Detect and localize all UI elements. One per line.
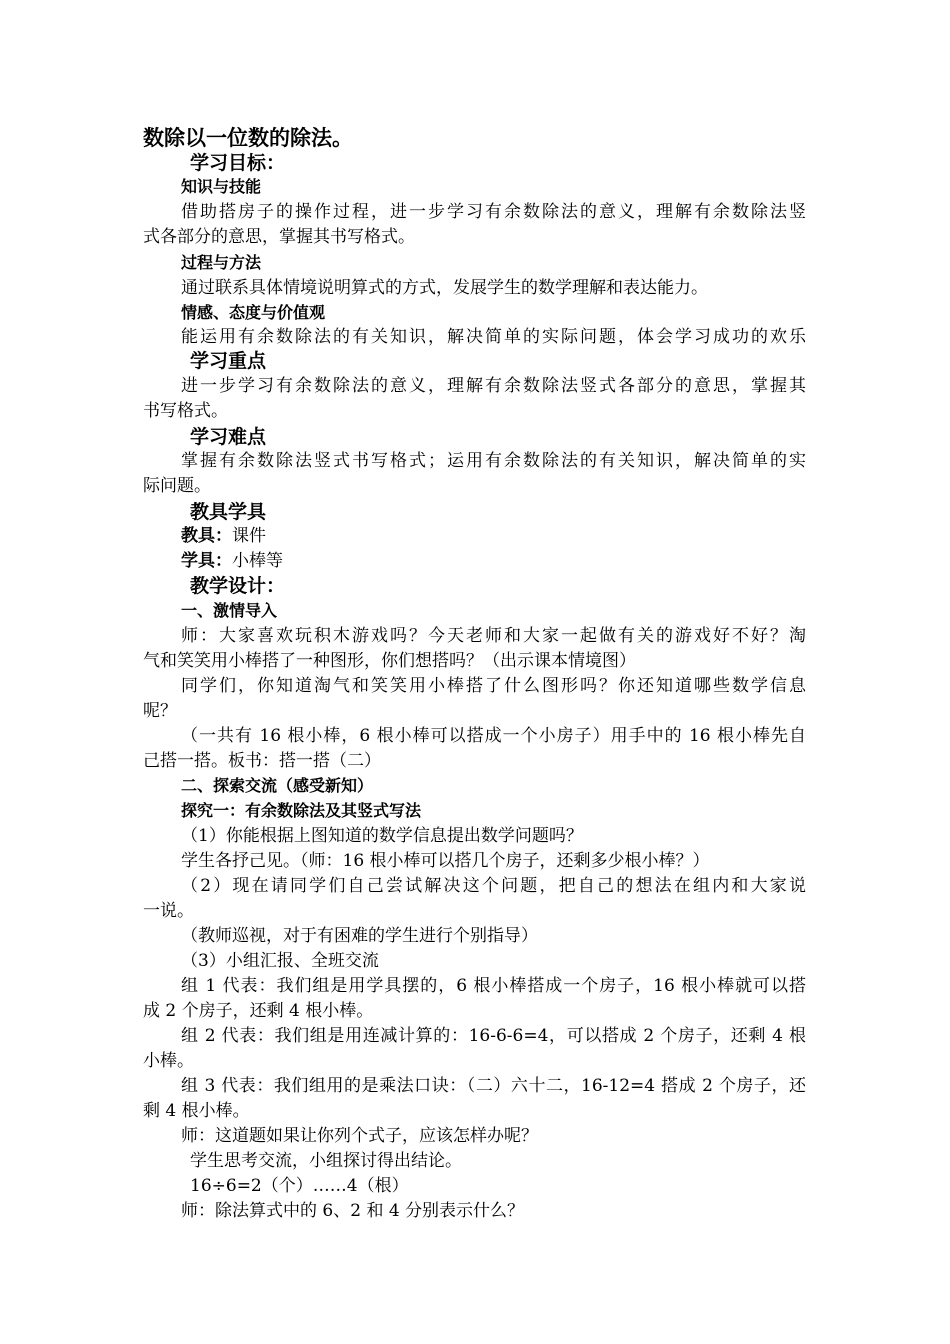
question-1-answer: 学生各抒己见。（师：16 根小棒可以搭几个房子，还剩多少根小棒？） [181,851,710,871]
keypoint-text: 进一步学习有余数除法的意义，理解有余数除法竖式各部分的意思，掌握其 [181,376,806,396]
group-1-report: 组 1 代表：我们组是用学具摆的，6 根小棒搭成一个房子，16 根小棒就可以搭 [181,976,806,996]
teacher-tools [181,524,266,548]
explore1-heading: 探究一：有余数除法及其竖式写法 [181,801,422,820]
knowledge-text-cont: 式各部分的意思，掌握其书写格式。 [143,227,415,247]
group-2-report-cont: 小棒。 [143,1051,194,1071]
difficulty-heading: 学习难点 [190,426,267,448]
design-heading: 教学设计： [190,575,286,597]
s1-paragraph-3-cont: 己搭一搭。板书：搭一搭（二） [143,751,381,771]
teacher-tool-value: 课件 [232,526,266,546]
group-3-report-cont: 剩 4 根小棒。 [143,1101,250,1121]
emotion-heading: 情感、态度与价值观 [181,303,326,322]
s1-paragraph-2-cont: 呢？ [143,701,177,721]
keypoint-heading: 学习重点 [190,350,267,372]
difficulty-text-cont: 际问题。 [143,476,211,496]
goals-heading: 学习目标： [190,152,286,174]
process-text: 通过联系具体情境说明算式的方式，发展学生的数学理解和表达能力。 [181,278,708,298]
section2-heading: 二、探索交流（感受新知） [181,776,374,795]
s1-paragraph-3: （一共有 16 根小棒，6 根小棒可以搭成一个小房子）用手中的 16 根小棒先自 [181,726,806,746]
difficulty-text: 掌握有余数除法竖式书写格式；运用有余数除法的有关知识，解决简单的实 [181,451,806,471]
group-2-report: 组 2 代表：我们组是用连减计算的：16-6-6=4，可以搭成 2 个房子，还剩 4 根 [181,1026,806,1046]
knowledge-text: 借助搭房子的操作过程，进一步学习有余数除法的意义，理解有余数除法竖 [181,202,806,222]
student-tools [181,549,283,573]
teacher-question-2: 师：除法算式中的 6、2 和 4 分别表示什么？ [181,1201,525,1221]
students-think: 学生思考交流，小组探讨得出结论。 [190,1151,462,1171]
student-tool-label: 学具： [181,551,232,571]
emotion-text: 能运用有余数除法的有关知识，解决简单的实际问题，体会学习成功的欢乐 [181,327,806,347]
student-tool-value: 小棒等 [232,551,283,571]
question-1: （1）你能根据上图知道的数学信息提出数学问题吗？ [181,826,583,846]
group-1-report-cont: 成 2 个房子，还剩 4 根小棒。 [143,1001,374,1021]
teacher-question: 师：这道题如果让你列个式子，应该怎样办呢？ [181,1126,538,1146]
division-formula: 16÷6=2（个）……4（根） [190,1176,409,1196]
s1-paragraph-1: 师：大家喜欢玩积木游戏吗？今天老师和大家一起做有关的游戏好不好？淘 [181,626,806,646]
process-heading: 过程与方法 [181,253,262,272]
tools-heading: 教具学具 [190,501,267,523]
question-3: （3）小组汇报、全班交流 [181,951,379,971]
teacher-patrol: （教师巡视，对于有困难的学生进行个别指导） [181,926,538,946]
doc-title: 数除以一位数的除法。 [143,125,353,150]
s1-paragraph-1-cont: 气和笑笑用小棒搭了一种图形，你们想搭吗？（出示课本情境图） [143,651,636,671]
section1-heading: 一、激情导入 [181,601,278,620]
keypoint-text-cont: 书写格式。 [143,401,228,421]
knowledge-heading: 知识与技能 [181,177,262,196]
group-3-report: 组 3 代表：我们组用的是乘法口诀：（二）六十二，16-12=4 搭成 2 个房子，还 [181,1076,806,1096]
question-2-cont: 一说。 [143,901,194,921]
s1-paragraph-2: 同学们，你知道淘气和笑笑用小棒搭了什么图形吗？你还知道哪些数学信息 [181,676,806,696]
question-2: （2）现在请同学们自己尝试解决这个问题，把自己的想法在组内和大家说 [181,876,806,896]
teacher-tool-label: 教具： [181,526,232,546]
